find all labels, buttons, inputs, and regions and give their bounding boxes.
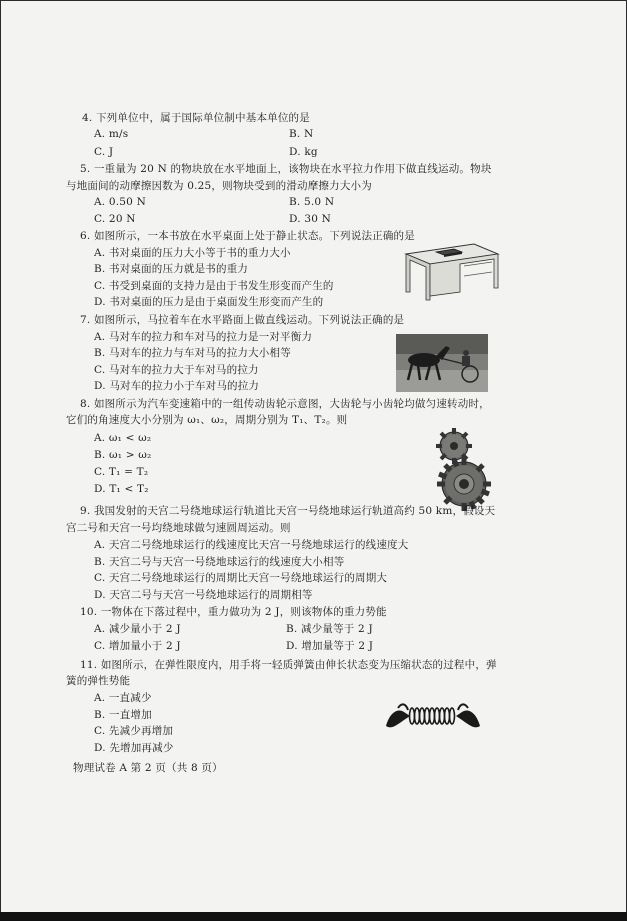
- page-footer: 物理试卷 A 第 2 页（共 8 页）: [73, 762, 223, 774]
- q9-option-c: C. 天宫二号绕地球运行的周期比天宫一号绕地球运行的周期大: [94, 572, 388, 584]
- q11-option-a: A. 一直减少: [94, 692, 152, 704]
- q5-stem-line1: 5. 一重量为 20 N 的物块放在水平地面上，该物块在水平拉力作用下做直线运动。物块: [80, 163, 492, 175]
- q9-option-d: D. 天宫二号与天宫一号绕地球运行的周期相等: [94, 589, 313, 601]
- q5-option-d: D. 30 N: [289, 213, 332, 225]
- q7-option-d: D. 马对车的拉力小于车对马的拉力: [94, 380, 260, 392]
- q9-stem-line2: 宫二号和天宫一号均绕地球做匀速圆周运动。则: [66, 522, 291, 534]
- q4-option-d: D. kg: [289, 146, 318, 158]
- q4-option-c: C. J: [94, 146, 114, 158]
- scan-edge-bar: [0, 912, 627, 921]
- desk-with-book-illustration: [402, 240, 500, 302]
- q5-stem-line2: 与地面间的动摩擦因数为 0.25，则物块受到的滑动摩擦力大小为: [66, 180, 372, 192]
- q9-stem-line1: 9. 我国发射的天宫二号绕地球运行轨道比天宫一号绕地球运行轨道高约 50 km，假设天: [80, 505, 496, 517]
- q8-stem-line1: 8. 如图所示为汽车变速箱中的一组传动齿轮示意图，大齿轮与小齿轮均做匀速转动时，: [80, 398, 490, 410]
- q6-option-c: C. 书受到桌面的支持力是由于书发生形变而产生的: [94, 280, 334, 292]
- q8-option-c: C. T₁ = T₂: [94, 466, 149, 478]
- horse-cart-photo: [396, 334, 488, 392]
- q7-stem: 7. 如图所示，马拉着车在水平路面上做直线运动。下列说法正确的是: [80, 314, 405, 326]
- q11-option-c: C. 先减少再增加: [94, 725, 174, 737]
- spring-hands-illustration: [384, 696, 482, 736]
- q10-option-b: B. 减少量等于 2 J: [286, 623, 373, 635]
- q8-option-a: A. ω₁ < ω₂: [94, 432, 152, 444]
- q8-option-d: D. T₁ < T₂: [94, 483, 149, 495]
- q7-option-c: C. 马对车的拉力大于车对马的拉力: [94, 364, 259, 376]
- q6-option-b: B. 书对桌面的压力就是书的重力: [94, 263, 249, 275]
- q10-option-c: C. 增加量小于 2 J: [94, 640, 181, 652]
- q11-option-b: B. 一直增加: [94, 709, 152, 721]
- q5-option-a: A. 0.50 N: [94, 196, 146, 208]
- q5-option-b: B. 5.0 N: [289, 196, 335, 208]
- q6-option-d: D. 书对桌面的压力是由于桌面发生形变而产生的: [94, 296, 324, 308]
- q8-stem-line2: 它们的角速度大小分别为 ω₁、ω₂，周期分别为 T₁、T₂。则: [66, 414, 348, 426]
- q8-option-b: B. ω₁ > ω₂: [94, 449, 152, 461]
- gears-illustration: [432, 426, 494, 512]
- q10-option-a: A. 减少量小于 2 J: [94, 623, 181, 635]
- q11-option-d: D. 先增加再减少: [94, 742, 174, 754]
- q6-stem: 6. 如图所示，一本书放在水平桌面上处于静止状态。下列说法正确的是: [80, 230, 415, 242]
- q9-option-b: B. 天宫二号与天宫一号绕地球运行的线速度大小相等: [94, 556, 345, 568]
- q7-option-a: A. 马对车的拉力和车对马的拉力是一对平衡力: [94, 331, 313, 343]
- q4-option-b: B. N: [289, 128, 314, 140]
- q9-option-a: A. 天宫二号绕地球运行的线速度比天宫一号绕地球运行的线速度大: [94, 539, 409, 551]
- q4-stem: 4. 下列单位中，属于国际单位制中基本单位的是: [82, 112, 310, 124]
- q5-option-c: C. 20 N: [94, 213, 136, 225]
- q10-stem: 10. 一物体在下落过程中，重力做功为 2 J，则该物体的重力势能: [80, 606, 387, 618]
- q7-option-b: B. 马对车的拉力与车对马的拉力大小相等: [94, 347, 291, 359]
- q11-stem-line1: 11. 如图所示，在弹性限度内，用手将一轻质弹簧由伸长状态变为压缩状态的过程中，弹: [80, 659, 497, 671]
- q10-option-d: D. 增加量等于 2 J: [286, 640, 374, 652]
- q11-stem-line2: 簧的弹性势能: [66, 675, 131, 687]
- q6-option-a: A. 书对桌面的压力大小等于书的重力大小: [94, 247, 291, 259]
- q4-option-a: A. m/s: [94, 128, 129, 140]
